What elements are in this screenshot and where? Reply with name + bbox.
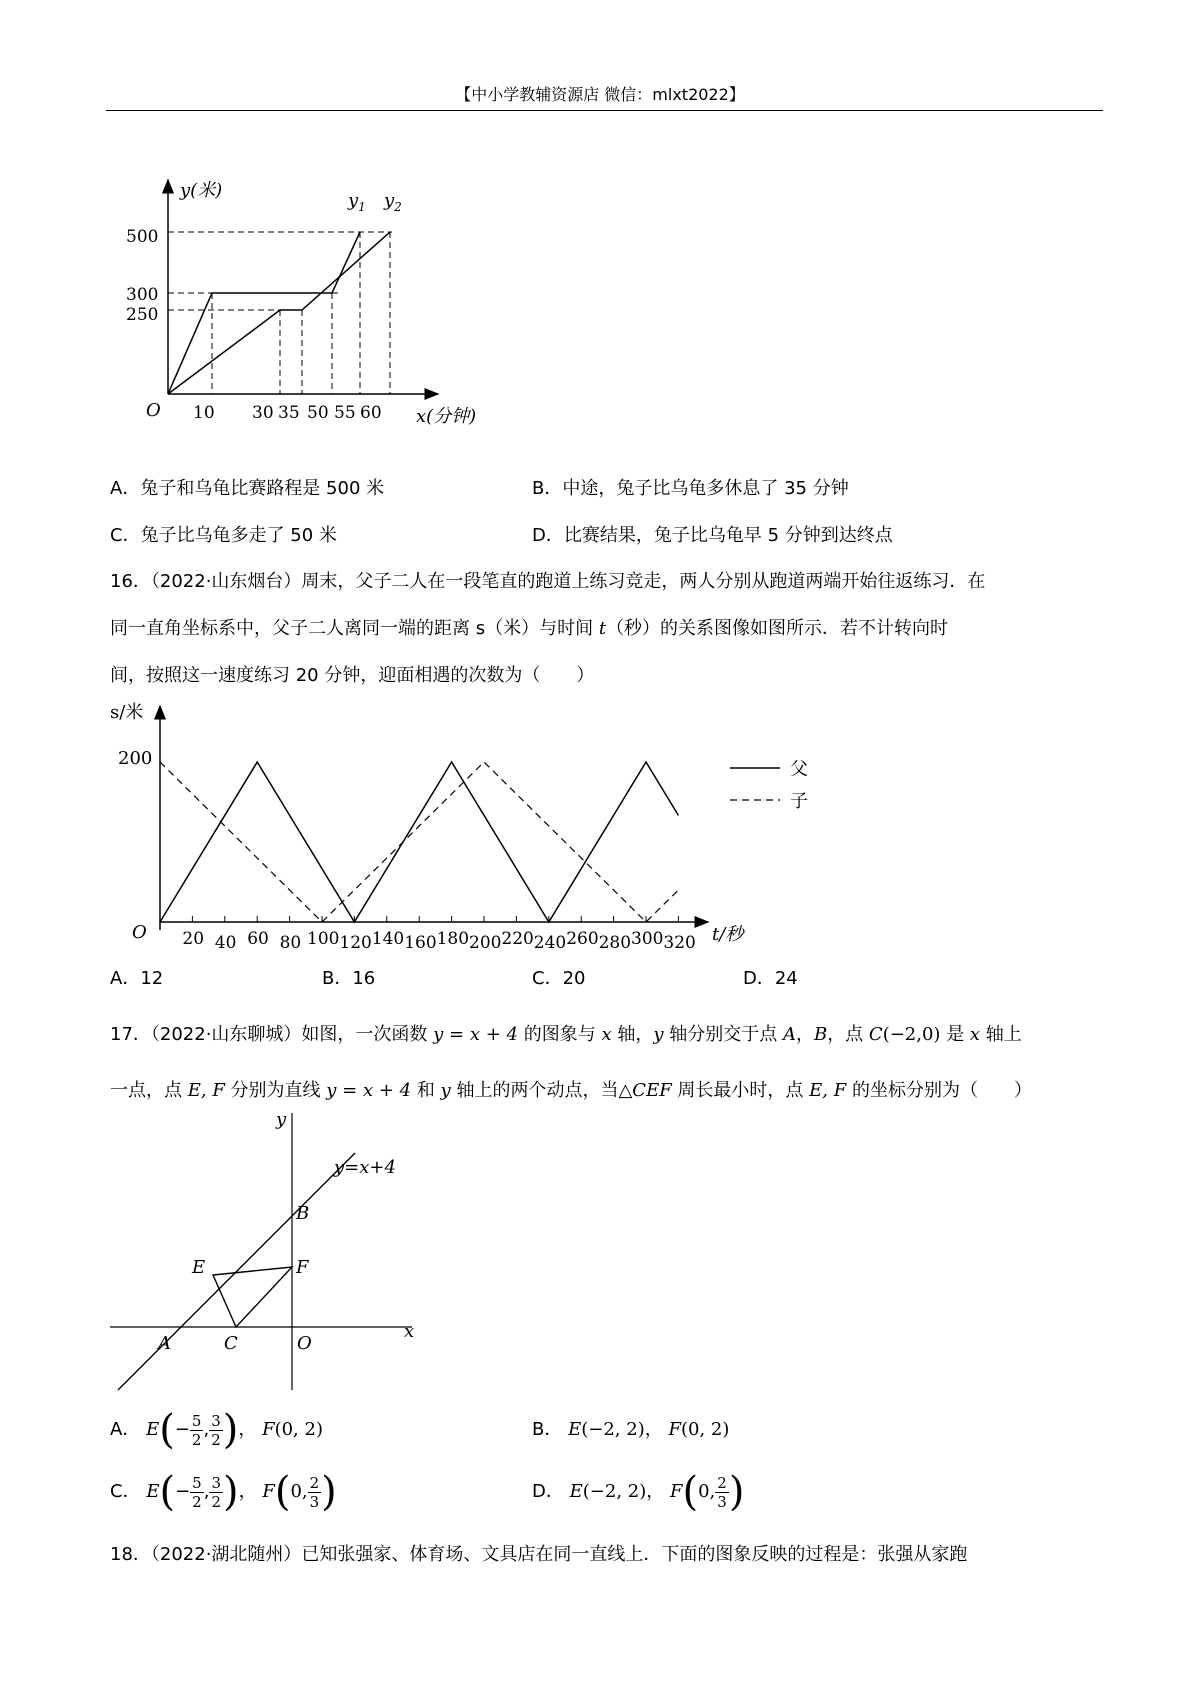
y-axis-label: y(米) bbox=[180, 180, 223, 201]
x-tick-55: 55 bbox=[334, 403, 356, 423]
y2-label: $y_2$ bbox=[384, 190, 402, 214]
q16-line-1: 16．（2022·山东烟台）周末，父子二人在一段笔直的跑道上练习竞走，两人分别从跑道两端开始往返练习．在 bbox=[110, 571, 986, 592]
x-tick-label-260: 260 bbox=[566, 929, 599, 949]
q15-option-b[interactable]: B．中途，兔子比乌龟多休息了 35 分钟 bbox=[532, 478, 849, 499]
q17-option-c[interactable]: C． E(− $\frac{5}{2}$ , $\frac{3}{2}$ )， F(0, $\frac{2}{3}$ ) bbox=[110, 1469, 337, 1515]
origin-label: O bbox=[297, 1333, 312, 1354]
q18-line-1: 18．（2022·湖北随州）已知张强家、体育场、文具店在同一直线上．下面的图象反映的过程是：张强从家跑 bbox=[110, 1544, 968, 1565]
q17-option-a[interactable]: A． E(− $\frac{5}{2}$ , $\frac{3}{2}$ )， F(0, 2) bbox=[110, 1407, 323, 1453]
x-tick-35: 35 bbox=[278, 403, 300, 423]
x-tick-label-300: 300 bbox=[631, 929, 664, 949]
y-tick-500: 500 bbox=[126, 227, 159, 247]
q16-option-a[interactable]: A．12 bbox=[110, 968, 164, 989]
x-axis-label: x bbox=[404, 1321, 415, 1342]
x-tick-label-180: 180 bbox=[436, 929, 470, 949]
x-tick-label-40: 40 bbox=[214, 933, 237, 953]
father-son-graph bbox=[100, 700, 820, 960]
origin-label: O bbox=[146, 400, 161, 421]
line-label: y=x+4 bbox=[334, 1157, 396, 1178]
point-e-label: E bbox=[192, 1257, 206, 1278]
q17-line-2: 一点，点 E, F 分别为直线 y = x + 4 和 y 轴上的两个动点，当△CEF 周长最小时，点 E, F 的坐标分别为（ ） bbox=[110, 1080, 1032, 1101]
geometry-figure bbox=[100, 1105, 440, 1395]
x-tick-label-60: 60 bbox=[247, 929, 269, 949]
q16-line-3: 间，按照这一速度练习 20 分钟，迎面相遇的次数为（ ） bbox=[110, 665, 595, 686]
x-tick-label-240: 240 bbox=[533, 933, 567, 953]
legend-father-label: 父 bbox=[790, 759, 808, 780]
x-tick-50: 50 bbox=[307, 403, 329, 423]
x-tick-label-20: 20 bbox=[182, 929, 205, 949]
q16-option-b[interactable]: B．16 bbox=[322, 968, 376, 989]
race-graph bbox=[120, 170, 500, 440]
header-rule bbox=[106, 110, 1103, 111]
x-tick-label-220: 220 bbox=[501, 929, 534, 949]
origin-label: O bbox=[132, 922, 147, 943]
x-tick-10: 10 bbox=[193, 403, 215, 423]
y-axis-label: y bbox=[276, 1109, 287, 1130]
point-c-label: C bbox=[224, 1333, 238, 1354]
point-b-label: B bbox=[296, 1203, 310, 1224]
x-tick-label-100: 100 bbox=[307, 929, 340, 949]
x-tick-label-80: 80 bbox=[279, 933, 302, 953]
triangle-cef bbox=[213, 1267, 292, 1327]
x-tick-label-200: 200 bbox=[469, 933, 502, 953]
q16-option-c[interactable]: C．20 bbox=[532, 968, 586, 989]
y-axis-label: s/米 bbox=[110, 702, 144, 723]
x-tick-label-140: 140 bbox=[371, 929, 405, 949]
x-axis-label: x(分钟) bbox=[416, 406, 477, 427]
y1-rabbit-line bbox=[168, 232, 360, 394]
x-tick-label-280: 280 bbox=[598, 933, 632, 953]
x-tick-label-120: 120 bbox=[339, 933, 372, 953]
q17-option-b[interactable]: B． E(−2, 2)， F(0, 2) bbox=[532, 1419, 730, 1440]
q17-option-d[interactable]: D． E(−2, 2)， F(0, $\frac{2}{3}$ ) bbox=[532, 1469, 745, 1515]
x-tick-30: 30 bbox=[252, 403, 274, 423]
y-tick-200: 200 bbox=[118, 748, 153, 769]
q16-option-d[interactable]: D．24 bbox=[743, 968, 798, 989]
q15-option-c[interactable]: C．兔子比乌龟多走了 50 米 bbox=[110, 525, 337, 546]
y-tick-300: 300 bbox=[126, 285, 159, 305]
page-header: 【中小学教辅资源店 微信：mlxt2022】 bbox=[455, 85, 745, 104]
q16-line-2: 同一直角坐标系中，父子二人离同一端的距离 s（米）与时间 t（秒）的关系图像如图所示．若不计转向时 bbox=[110, 618, 949, 639]
q15-option-a[interactable]: A．兔子和乌龟比赛路程是 500 米 bbox=[110, 478, 385, 499]
q15-option-d[interactable]: D．比赛结果，兔子比乌龟早 5 分钟到达终点 bbox=[532, 525, 893, 546]
y1-label: $y_1$ bbox=[348, 190, 366, 214]
point-f-label: F bbox=[296, 1257, 309, 1278]
x-tick-label-160: 160 bbox=[404, 933, 437, 953]
series-son-line bbox=[160, 762, 678, 922]
legend-son-label: 子 bbox=[790, 791, 808, 812]
point-a-label: A bbox=[158, 1333, 171, 1354]
series-father-line bbox=[160, 762, 678, 922]
line-y-x-plus-4 bbox=[118, 1153, 355, 1390]
y2-tortoise-line bbox=[168, 232, 390, 394]
q17-line-1: 17．（2022·山东聊城）如图，一次函数 y = x + 4 的图象与 x 轴，y 轴分别交于点 A，B，点 C(−2,0) 是 x 轴上 bbox=[110, 1024, 1022, 1045]
x-tick-60: 60 bbox=[360, 403, 382, 423]
x-axis-label: t/秒 bbox=[712, 924, 744, 945]
y-tick-250: 250 bbox=[126, 305, 159, 325]
x-tick-label-320: 320 bbox=[663, 933, 696, 953]
